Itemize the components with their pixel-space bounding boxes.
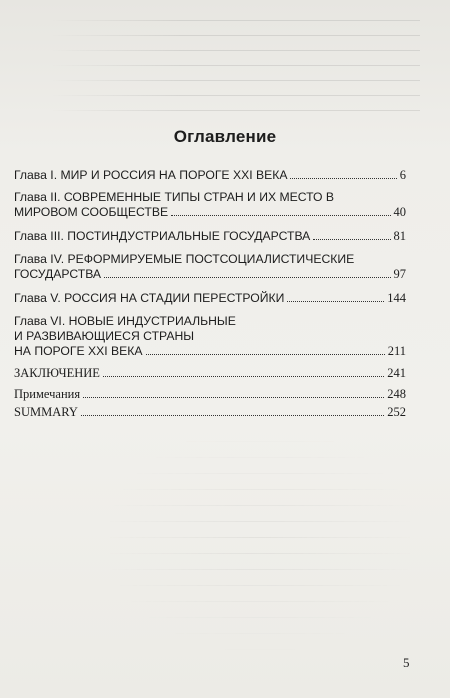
- bleed-through-text-top: [50, 10, 420, 125]
- bleed-through-text-bottom: [110, 430, 410, 650]
- toc-entry-page: 241: [387, 366, 406, 380]
- toc-entry-title: Глава II. СОВРЕМЕННЫЕ ТИПЫ СТРАН И ИХ МЕСТО В: [14, 190, 335, 204]
- toc-entry-page: 81: [393, 229, 406, 243]
- leader-dots: [146, 354, 385, 355]
- toc-entry-chapter-6[interactable]: [14, 314, 406, 359]
- toc-entry-page: 211: [387, 344, 406, 358]
- toc-entry-title-continued: ГОСУДАРСТВА: [14, 267, 102, 281]
- toc-entry-chapter-5[interactable]: [14, 291, 406, 306]
- leader-dots: [83, 397, 384, 398]
- toc-entry-title: Примечания: [14, 387, 81, 401]
- toc-entry-chapter-2[interactable]: [14, 190, 406, 220]
- toc-entry-chapter-4[interactable]: [14, 252, 406, 282]
- toc-entry-title: ЗАКЛЮЧЕНИЕ: [14, 366, 100, 380]
- page-title: Оглавление: [173, 127, 277, 146]
- toc-entry-title-continued: И РАЗВИВАЮЩИЕСЯ СТРАНЫ: [14, 329, 195, 343]
- toc-entry-chapter-1[interactable]: [14, 168, 406, 183]
- toc-entry-summary[interactable]: [14, 404, 406, 420]
- toc-entry-page: 248: [387, 387, 406, 401]
- toc-entry-title-continued: НА ПОРОГЕ XXI ВЕКА: [14, 344, 143, 358]
- page-number: 5: [403, 655, 410, 670]
- toc-entry-page: 40: [393, 205, 406, 219]
- toc-entry-title: Глава III. ПОСТИНДУСТРИАЛЬНЫЕ ГОСУДАРСТВА: [14, 229, 311, 243]
- leader-dots: [290, 178, 396, 179]
- toc-entry-title: Глава IV. РЕФОРМИРУЕМЫЕ ПОСТСОЦИАЛИСТИЧЕСКИЕ: [14, 252, 355, 266]
- leader-dots: [104, 277, 390, 278]
- leader-dots: [103, 376, 384, 377]
- toc-entry-title: Глава V. РОССИЯ НА СТАДИИ ПЕРЕСТРОЙКИ: [14, 291, 285, 305]
- toc-entry-conclusion[interactable]: [14, 365, 406, 381]
- toc-entry-page: 252: [387, 405, 406, 419]
- toc-entry-title: SUMMARY: [14, 405, 78, 419]
- toc-entry-page: 6: [399, 168, 406, 182]
- toc-entry-chapter-3[interactable]: [14, 229, 406, 244]
- toc-entry-notes[interactable]: [14, 386, 406, 402]
- table-of-contents: [14, 168, 406, 420]
- toc-entry-title: Глава VI. НОВЫЕ ИНДУСТРИАЛЬНЫЕ: [14, 314, 236, 328]
- toc-entry-page: 97: [393, 267, 406, 281]
- toc-entry-title: Глава I. МИР И РОССИЯ НА ПОРОГЕ XXI ВЕКА: [14, 168, 288, 182]
- leader-dots: [287, 301, 384, 302]
- leader-dots: [171, 215, 390, 216]
- toc-entry-page: 144: [387, 291, 406, 305]
- toc-entry-title-continued: МИРОВОМ СООБЩЕСТВЕ: [14, 205, 169, 219]
- leader-dots: [313, 239, 390, 240]
- leader-dots: [81, 415, 384, 416]
